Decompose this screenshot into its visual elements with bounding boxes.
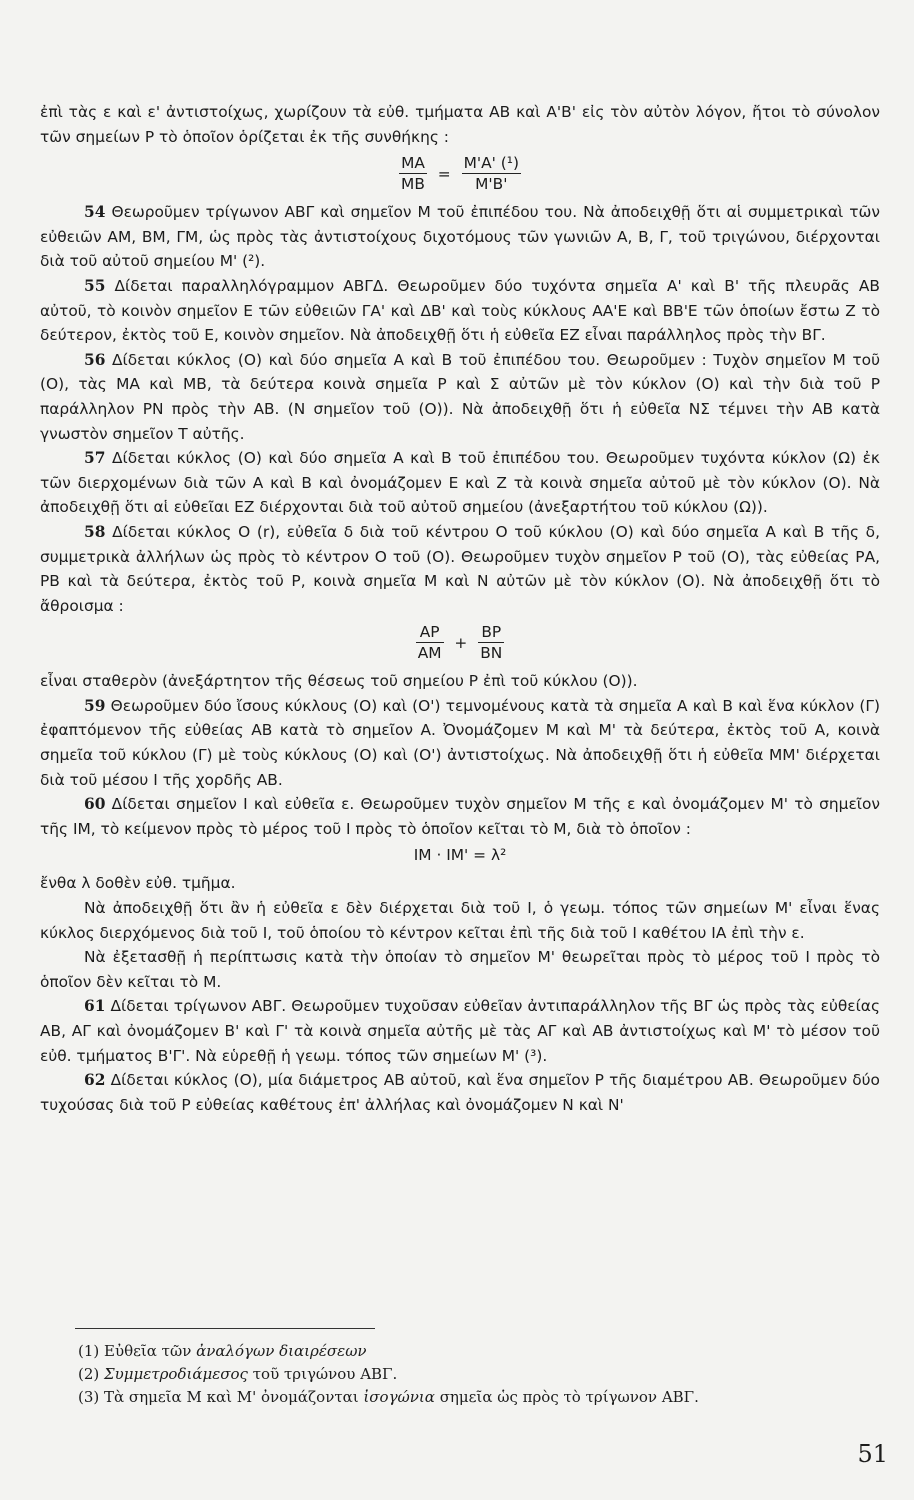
problem-61: 61 Δίδεται τρίγωνον ΑΒΓ. Θεωροῦμεν τυχοῦσαν εὐθεῖαν ἀντιπαράλληλον τῆς ΒΓ ὡς πρὸς τὰς εὐθείας ΑΒ, ΑΓ καὶ ὀνομάζομεν Β' καὶ Γ' τὰ κοινὰ σημεῖα αὐτῆς μὲ τὰς ΑΓ καὶ ΑΒ ἀντιστοίχως καὶ Μ' τὸ μέσον τοῦ εὐθ. τμήματος Β'Γ'. Νὰ εὑρεθῇ ἡ γεωμ. τόπος τῶν σημείων Μ' (³).: [40, 997, 880, 1065]
problem-56: 56 Δίδεται κύκλος (Ο) καὶ δύο σημεῖα Α καὶ Β τοῦ ἐπιπέδου του. Θεωροῦμεν : Τυχὸν σημεῖον Μ τοῦ (Ο), τὰς ΜΑ καὶ ΜΒ, τὰ δεύτερα κοινὰ σημεῖα Ρ καὶ Σ αὐτῶν μὲ τὸν κύκλον (Ο) καὶ τὴν διὰ τοῦ Ρ παράλληλον ΡΝ πρὸς τὴν ΑΒ. (Ν σημεῖον τοῦ (Ο)). Νὰ ἀποδειχθῇ ὅτι ἡ εὐθεῖα ΝΣ τέμνει τὴν ΑΒ κατὰ γνωστὸν σημεῖον Τ αὐτῆς.: [40, 350, 880, 443]
footnote-2: (2) Συμμετροδιάμεσος τοῦ τριγώνου ΑΒΓ.: [78, 1365, 398, 1383]
fraction-bp-bn: $\frac{BP}{BN}$: [480, 623, 503, 663]
footnote-divider: [75, 1328, 375, 1329]
problem-60: 60 Δίδεται σημεῖον Ι καὶ εὐθεῖα ε. Θεωροῦμεν τυχὸν σημεῖον Μ τῆς ε καὶ ὀνομάζομεν Μ' τὸ σημεῖον τῆς ΙΜ, τὸ κείμενον πρὸς τὸ μέρος τοῦ Ι πρὸς τὸ ὁποῖον κεῖται τὸ Μ, διὰ τὸ ὁποῖον :: [40, 795, 880, 838]
page-number: 51: [857, 1440, 888, 1468]
problem-58: 58 Δίδεται κύκλος Ο (r), εὐθεῖα δ διὰ τοῦ κέντρου Ο τοῦ κύκλου (Ο) καὶ δύο σημεῖα Α καὶ Β τῆς δ, συμμετρικὰ ἀλλήλων ὡς πρὸς τὸ κέντρον Ο τοῦ (Ο). Θεωροῦμεν τυχὸν σημεῖον Ρ τοῦ (Ο), τὰς εὐθείας ΡΑ, ΡΒ καὶ τὰ δεύτερα, ἐκτὸς τοῦ Ρ, κοινὰ σημεῖα Μ καὶ Ν αὐτῶν μὲ τὸν κύκλον (Ο). Νὰ ἀποδειχθῇ ὅτι τὸ ἄθροισμα :: [40, 522, 880, 615]
problem-58-conclusion: εἶναι σταθερὸν (ἀνεξάρτητον τῆς θέσεως τοῦ σημείου Ρ ἐπὶ τοῦ κύκλου (Ο)).: [40, 672, 638, 691]
ratio-equation: $\frac{MA}{MB}$ = $\frac{\text{Μ'Α' (¹)}}{M'B'}$: [401, 154, 519, 194]
problem-60-part-b: Νὰ ἐξετασθῇ ἡ περίπτωσις κατὰ τὴν ὁποίαν τὸ σημεῖον Μ' θεωρεῖται πρὸς τὸ μέρος τοῦ Ι πρὸς τὸ ὁποῖον δὲν κεῖται τὸ Μ.: [40, 948, 880, 991]
problem-60-part-a: Νὰ ἀποδειχθῇ ὅτι ἂν ἡ εὐθεῖα ε δὲν διέρχεται διὰ τοῦ Ι, ὁ γεωμ. τόπος τῶν σημείων Μ' εἶναι ἕνας κύκλος διερχόμενος διὰ τοῦ Ι, τοῦ ὁποίου τὸ κέντρον κεῖται ἐπὶ τῆς διὰ τοῦ Ι καθέτου ΙΑ ἐπὶ τὴν ε.: [40, 899, 880, 942]
footnote-1: (1) Εὐθεῖα τῶν ἀναλόγων διαιρέσεων: [78, 1342, 367, 1360]
product-equation: ΙΜ · ΙΜ' = λ²: [413, 846, 507, 865]
footnotes: [78, 1340, 898, 1409]
problem-60-note: ἔνθα λ δοθὲν εὐθ. τμῆμα.: [40, 874, 236, 893]
fraction-left: $\frac{MA}{MB}$: [401, 154, 425, 194]
problem-59: 59 Θεωροῦμεν δύο ἴσους κύκλους (Ο) καὶ (Ο') τεμνομένους κατὰ τὰ σημεῖα Α καὶ Β καὶ ἕνα κύκλον (Γ) ἐφαπτόμενον τῆς εὐθείας ΑΒ κατὰ τὸ σημεῖον Α. Ὀνομάζομεν Μ καὶ Μ' τὰ δεύτερα, ἐκτὸς τοῦ Α, κοινὰ σημεῖα τοῦ κύκλου (Γ) μὲ τοὺς κύκλους (Ο) καὶ (Ο') ἀντιστοίχως. Νὰ ἀποδειχθῇ ὅτι ἡ εὐθεῖα ΜΜ' διέρχεται διὰ τοῦ μέσου Ι τῆς χορδῆς ΑΒ.: [40, 696, 880, 789]
fraction-ap-am: $\frac{AP}{AM}$: [417, 623, 442, 663]
problem-57: 57 Δίδεται κύκλος (Ο) καὶ δύο σημεῖα Α καὶ Β τοῦ ἐπιπέδου του. Θεωροῦμεν τυχόντα κύκλον (Ω) ἐκ τῶν διερχομένων διὰ τῶν Α καὶ Β καὶ ὀνομάζομεν Ε καὶ Ζ τὰ κοινὰ σημεῖα αὐτοῦ μὲ τὸν κύκλον (Ο). Νὰ ἀποδειχθῇ ὅτι αἱ εὐθεῖαι ΕΖ διέρχονται διὰ τοῦ αὐτοῦ σημείου (ἀνεξαρτήτου τοῦ κύκλου (Ω)).: [40, 449, 880, 517]
problem-55: 55 Δίδεται παραλληλόγραμμον ΑΒΓΔ. Θεωροῦμεν δύο τυχόντα σημεῖα Α' καὶ Β' τῆς πλευρᾶς ΑΒ αὐτοῦ, τὸ κοινὸν σημεῖον Ε τῶν εὐθειῶν ΓΑ' καὶ ΔΒ' καὶ τοὺς κύκλους ΑΑ'Ε καὶ ΒΒ'Ε τῶν ὁποίων ἔστω Ζ τὸ δεύτερον, ἐκτὸς τοῦ Ε, κοινὸν σημεῖον. Νὰ ἀποδειχθῇ ὅτι ἡ εὐθεῖα ΕΖ εἶναι παράλληλος πρὸς τὴν ΒΓ.: [40, 276, 880, 345]
body-text: [40, 100, 880, 1117]
problem-54: 54 Θεωροῦμεν τρίγωνον ΑΒΓ καὶ σημεῖον Μ τοῦ ἐπιπέδου του. Νὰ ἀποδειχθῇ ὅτι αἱ συμμετρικαὶ τῶν εὐθειῶν ΑΜ, ΒΜ, ΓΜ, ὡς πρὸς τὰς ἀντιστοίχους διχοτόμους τῶν γωνιῶν Α, Β, Γ, τοῦ τριγώνου, διέρχονται διὰ τοῦ αὐτοῦ σημείου Μ' (²).: [40, 203, 880, 271]
continuation-paragraph: ἐπὶ τὰς ε καὶ ε' ἀντιστοίχως, χωρίζουν τὰ εὐθ. τμήματα ΑΒ καὶ Α'Β' εἰς τὸν αὐτὸν λόγον, ἤτοι τὸ σύνολον τῶν σημείων Ρ τὸ ὁποῖον ὁρίζεται ἐκ τῆς συνθήκης :: [40, 103, 880, 146]
footnote-3: (3) Τὰ σημεῖα Μ καὶ Μ' ὀνομάζονται ἰσογώνια σημεῖα ὡς πρὸς τὸ τρίγωνον ΑΒΓ.: [78, 1388, 699, 1406]
problem-62: 62 Δίδεται κύκλος (Ο), μία διάμετρος ΑΒ αὐτοῦ, καὶ ἕνα σημεῖον Ρ τῆς διαμέτρου ΑΒ. Θεωροῦμεν δύο τυχούσας διὰ τοῦ Ρ εὐθείας καθέτους ἐπ' ἀλλήλας καὶ ὀνομάζομεν Ν καὶ Ν': [40, 1071, 880, 1114]
sum-equation: $\frac{AP}{AM}$ + $\frac{BP}{BN}$: [417, 623, 503, 663]
fraction-right: $\frac{\text{Μ'Α' (¹)}}{M'B'}$: [463, 154, 519, 194]
